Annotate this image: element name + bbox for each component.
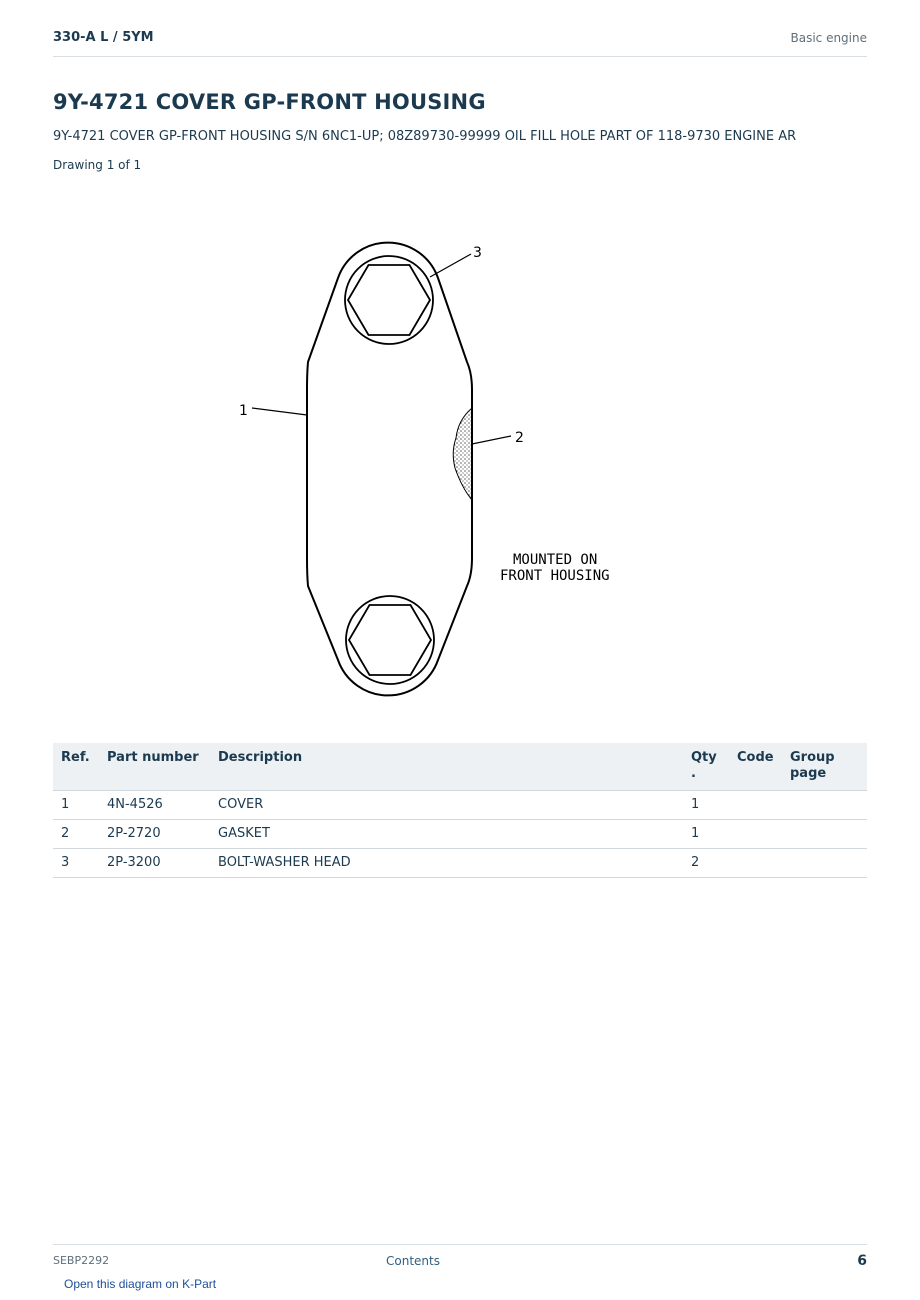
table-row	[53, 791, 867, 820]
row-ref: 1	[53, 791, 99, 820]
header-code: Code	[729, 743, 782, 791]
callout-3-leader	[430, 254, 471, 277]
drawing-count: Drawing 1 of 1	[53, 158, 142, 172]
section-name: Basic engine	[790, 31, 867, 45]
parts-table-header-row	[53, 743, 867, 791]
page-title: 9Y-4721 COVER GP-FRONT HOUSING	[53, 90, 486, 114]
callout-3: 3	[473, 245, 482, 261]
callout-2: 2	[515, 430, 524, 446]
row-description: GASKET	[210, 820, 683, 849]
contents-link[interactable]: Contents	[386, 1254, 440, 1268]
row-qty: 1	[683, 820, 729, 849]
row-description: COVER	[210, 791, 683, 820]
row-group-page	[782, 791, 867, 820]
open-in-kpart-link[interactable]: Open this diagram on K-Part	[64, 1277, 217, 1291]
callout-2-leader	[472, 436, 511, 444]
top-bolt-hex	[348, 265, 430, 335]
machine-model: 330-A L / 5YM	[53, 30, 154, 45]
row-qty: 1	[683, 791, 729, 820]
bottom-bolt-hex	[349, 605, 431, 675]
header-qty: Qty .	[683, 743, 729, 791]
header-ref: Ref.	[53, 743, 99, 791]
mounted-note-line1: MOUNTED ON	[513, 552, 598, 568]
row-part-number: 4N-4526	[99, 791, 210, 820]
page-number: 6	[857, 1253, 867, 1269]
mounted-note-line2: FRONT HOUSING	[500, 568, 610, 584]
header-part-number: Part number	[99, 743, 210, 791]
row-ref: 2	[53, 820, 99, 849]
parts-table	[53, 743, 867, 878]
row-part-number: 2P-2720	[99, 820, 210, 849]
page-subtitle: 9Y-4721 COVER GP-FRONT HOUSING S/N 6NC1-UP; 08Z89730-99999 OIL FILL HOLE PART OF 118-9730 ENGINE AR	[53, 129, 797, 144]
callout-1: 1	[239, 403, 248, 419]
row-qty: 2	[683, 849, 729, 878]
table-row	[53, 820, 867, 849]
row-group-page	[782, 849, 867, 878]
parts-diagram	[220, 190, 700, 710]
row-part-number: 2P-3200	[99, 849, 210, 878]
page-footer	[53, 1244, 867, 1275]
top-bolt-washer	[345, 256, 433, 344]
row-ref: 3	[53, 849, 99, 878]
header-group-page: Group page	[782, 743, 867, 791]
bottom-bolt-washer	[346, 596, 434, 684]
row-code	[729, 849, 782, 878]
row-group-page	[782, 820, 867, 849]
table-row	[53, 849, 867, 878]
row-description: BOLT-WASHER HEAD	[210, 849, 683, 878]
row-code	[729, 820, 782, 849]
header-description: Description	[210, 743, 683, 791]
callout-1-leader	[252, 408, 307, 415]
document-id: SEBP2292	[53, 1254, 110, 1267]
cover-outline	[307, 243, 472, 696]
row-code	[729, 791, 782, 820]
cover-drawing	[220, 190, 700, 710]
gasket-stipple	[453, 408, 472, 500]
page-header	[53, 28, 867, 57]
